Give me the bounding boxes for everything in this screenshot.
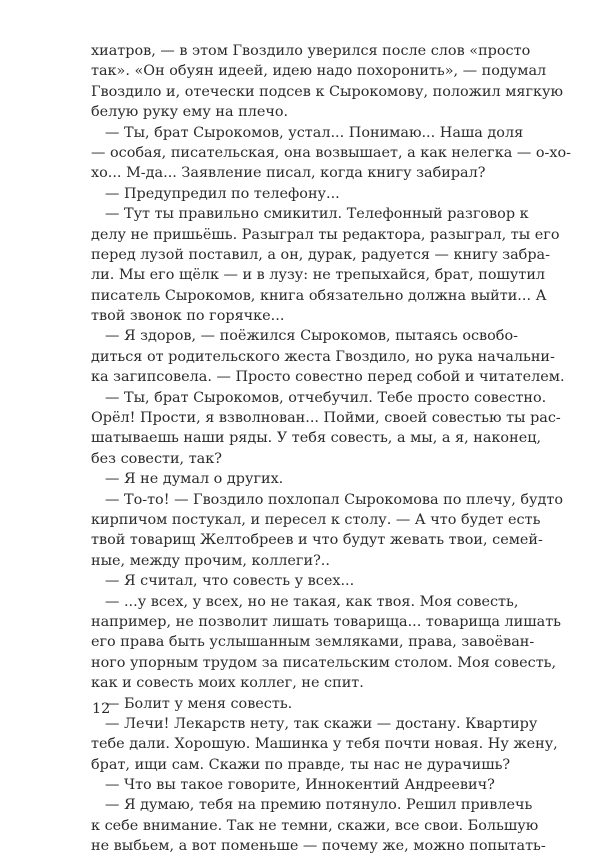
text-line: не выбьем, а вот поменьше — почему же, можно попытать- [91, 838, 546, 855]
text-line: брат, ищи сам. Скажи по правде, ты нас не дурачишь? [91, 756, 511, 773]
page-number: 12 [92, 701, 111, 717]
text-line: — Болит у меня совесть. [105, 695, 293, 712]
text-line: — Я думаю, тебя на премию потянуло. Решил привлечь [105, 797, 533, 814]
text-line: ного упорным трудом за писательским столом. Моя совесть, [91, 654, 557, 671]
text-line: перед лузой поставил, а он, дурак, радуется — книгу забра- [91, 246, 550, 263]
text-line: — Лечи! Лекарств нету, так скажи — достану. Квартиру [105, 715, 538, 732]
text-line: Орёл! Прости, я взволнован... Пойми, своей совестью ты рас- [91, 410, 561, 427]
text-line: твой звонок по горячке... [91, 308, 285, 325]
text-line: — особая, писательская, она возвышает, а как нелегка — о-хо- [91, 144, 572, 161]
text-line: диться от родительского жеста Гвоздило, но рука начальни- [91, 348, 555, 365]
text-line: так». «Он обуян идеей, идею надо похоронить», — подумал [91, 63, 547, 80]
text-line: например, не позволит лишать товарища... товарища лишать [91, 613, 562, 630]
text-line: — Я считал, что совесть у всех... [105, 573, 355, 590]
text-line: делу не пришьёшь. Разыграл ты редактора, разыграл, ты его [91, 226, 560, 243]
text-line: — Ты, брат Сырокомов, устал... Понимаю... Наша доля [105, 124, 524, 141]
text-line: как и совесть моих коллег, не спит. [91, 675, 364, 692]
text-line: писатель Сырокомов, книга обязательно должна выйти... А [91, 287, 547, 304]
text-line: без совести, так? [91, 450, 222, 467]
text-line: шатываешь наши ряды. У тебя совесть, а мы, а я, наконец, [91, 430, 542, 447]
text-line: — Предупредил по телефону... [105, 185, 340, 202]
text-line: — Я не думал о других. [105, 471, 284, 488]
text-line: его права быть услышанным земляками, права, завоёван- [91, 634, 535, 651]
text-line: — Ты, брат Сырокомов, отчебучил. Тебе просто совестно. [105, 389, 547, 406]
text-line: — Тут ты правильно смикитил. Телефонный разговор к [105, 206, 529, 223]
text-line: ные, между прочим, коллеги?.. [91, 552, 330, 569]
text-line: ка загипсовела. — Просто совестно перед собой и читателем. [91, 369, 565, 386]
text-line: тебе дали. Хорошую. Машинка у тебя почти новая. Ну жену, [91, 736, 558, 753]
text-line: — ...у всех, у всех, но не такая, как твоя. Моя совесть, [105, 593, 519, 610]
text-line: твой товарищ Желтобреев и что будут жевать твои, семей- [91, 532, 543, 549]
text-line: — Я здоров, — поёжился Сырокомов, пытаясь освобо- [105, 328, 518, 345]
text-line: белую руку ему на плечо. [91, 104, 289, 121]
text-line: — Что вы такое говорите, Иннокентий Андреевич? [105, 777, 495, 794]
text-line: хиатров, — в этом Гвоздило уверился после слов «просто [91, 43, 531, 59]
text-line: хо... М-да... Заявление писал, когда книгу забирал? [91, 165, 486, 182]
text-line: ли. Мы его щёлк — и в лузу: не трепыхайся, брат, пошутил [91, 267, 546, 284]
text-line: — То-то! — Гвоздило похлопал Сырокомова по плечу, будто [105, 491, 564, 508]
body-text [91, 41, 572, 857]
text-line: кирпичом постукал, и пересел к столу. — А что будет есть [91, 511, 541, 528]
text-line: к себе внимание. Так не темни, скажи, все свои. Большую [91, 817, 539, 834]
text-line: Гвоздило и, отечески подсев к Сырокомову, положил мягкую [91, 83, 564, 100]
